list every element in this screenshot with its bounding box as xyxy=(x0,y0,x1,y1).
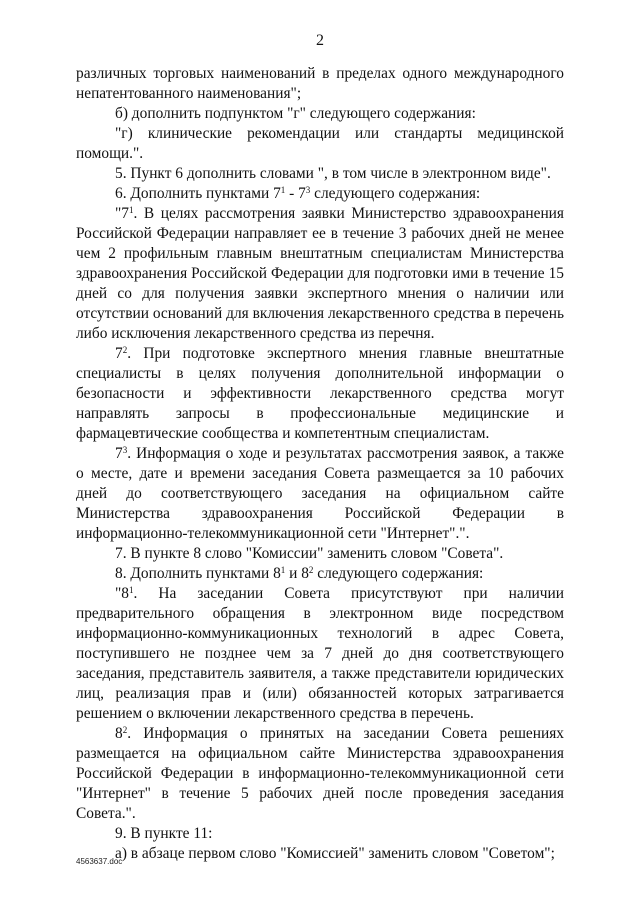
paragraph-text: 9. В пункте 11: xyxy=(115,825,213,842)
paragraph-text: "7 xyxy=(115,205,129,222)
paragraph-text: "8 xyxy=(115,585,129,602)
superscript-number: 3 xyxy=(122,445,128,455)
paragraph-text: - 7 xyxy=(285,185,306,202)
superscript-number: 1 xyxy=(280,185,286,195)
paragraph-text: 8. Дополнить пунктами 8 xyxy=(115,565,281,582)
file-name-footer: 4563637.doc xyxy=(76,857,123,866)
paragraph-text: 7 xyxy=(115,345,123,362)
paragraph xyxy=(76,184,564,204)
paragraph-text: следующего содержания: xyxy=(310,185,481,202)
paragraph-text: а) в абзаце первом слово "Комиссией" заменить словом "Советом"; xyxy=(115,845,555,862)
paragraph xyxy=(76,584,564,724)
paragraph-text: 8 xyxy=(115,725,123,742)
paragraph xyxy=(76,824,564,844)
paragraph xyxy=(76,124,564,164)
paragraph xyxy=(76,164,564,184)
paragraph-text: 6. Дополнить пунктами 7 xyxy=(115,185,281,202)
paragraph-text: "г) клинические рекомендации или стандарты медицинской помощи.". xyxy=(76,125,564,162)
superscript-number: 2 xyxy=(122,345,128,355)
superscript-number: 2 xyxy=(122,725,128,735)
paragraph-text: различных торговых наименований в пределах одного международного непатентованного наименования"; xyxy=(76,65,564,102)
paragraph xyxy=(76,844,564,864)
superscript-number: 1 xyxy=(128,585,134,595)
paragraph-text: . Информация о ходе и результатах рассмотрения заявок, а также о месте, дате и времени заседания Совета размещается за 10 рабочих дней до соответствующего заседания на официальном сайте Министерства здравоохранения Российской Федерации в информационно-телекоммуникационной сети "Интернет".". xyxy=(76,445,564,542)
paragraph xyxy=(76,444,564,544)
paragraph-text: и 8 xyxy=(285,565,309,582)
paragraph-text: 5. Пункт 6 дополнить словами ", в том числе в электронном виде". xyxy=(115,165,551,182)
paragraph xyxy=(76,724,564,824)
paragraph-text: 7. В пункте 8 слово "Комиссии" заменить словом "Совета". xyxy=(115,545,504,562)
superscript-number: 3 xyxy=(305,185,311,195)
paragraph xyxy=(76,344,564,444)
superscript-number: 1 xyxy=(128,205,134,215)
page-number: 2 xyxy=(316,32,324,49)
superscript-number: 1 xyxy=(280,565,286,575)
paragraph-text: следующего содержания: xyxy=(313,565,484,582)
document-body xyxy=(76,64,564,864)
paragraph-text: . Информация о принятых на заседании Совета решениях размещается на официальном сайте Министерства здравоохранения Российской Федерации в информационно-телекоммуникационной сети "Интернет" в течение 5 рабочих дней после проведения заседания Совета.". xyxy=(76,725,564,822)
superscript-number: 2 xyxy=(308,565,314,575)
paragraph-text: 7 xyxy=(115,445,123,462)
paragraph-text: . При подготовке экспертного мнения главные внештатные специалисты в целях получения дополнительной информации о безопасности и эффективности лекарственного средства могут направлять запросы в профессиональные медицинские и фармацевтические сообщества и компетентным специалистам. xyxy=(76,345,564,442)
paragraph-text: б) дополнить подпунктом "г" следующего содержания: xyxy=(115,105,476,122)
paragraph-text: . На заседании Совета присутствуют при наличии предварительного обращения в электронном виде посредством информационно-коммуникационных технологий в адрес Совета, поступившего не позднее чем за 7 дней до дня соответствующего заседания, представитель заявителя, а также представители юридических лиц, реализация прав и (или) обязанностей которых затрагивается решением о включении лекарственного средства в перечень. xyxy=(76,585,564,722)
paragraph xyxy=(76,104,564,124)
paragraph xyxy=(76,204,564,344)
paragraph-text: . В целях рассмотрения заявки Министерство здравоохранения Российской Федерации направляет ее в течение 3 рабочих дней не менее чем 2 профильным главным внештатным специалистам Министерства здравоохранения Российской Федерации для подготовки ими в течение 15 дней со для получения заявки экспертного мнения о наличии или отсутствии оснований для включения лекарственного средства в перечень либо исключения лекарственного средства из перечня. xyxy=(76,205,564,342)
paragraph xyxy=(76,64,564,104)
paragraph xyxy=(76,544,564,564)
paragraph xyxy=(76,564,564,584)
